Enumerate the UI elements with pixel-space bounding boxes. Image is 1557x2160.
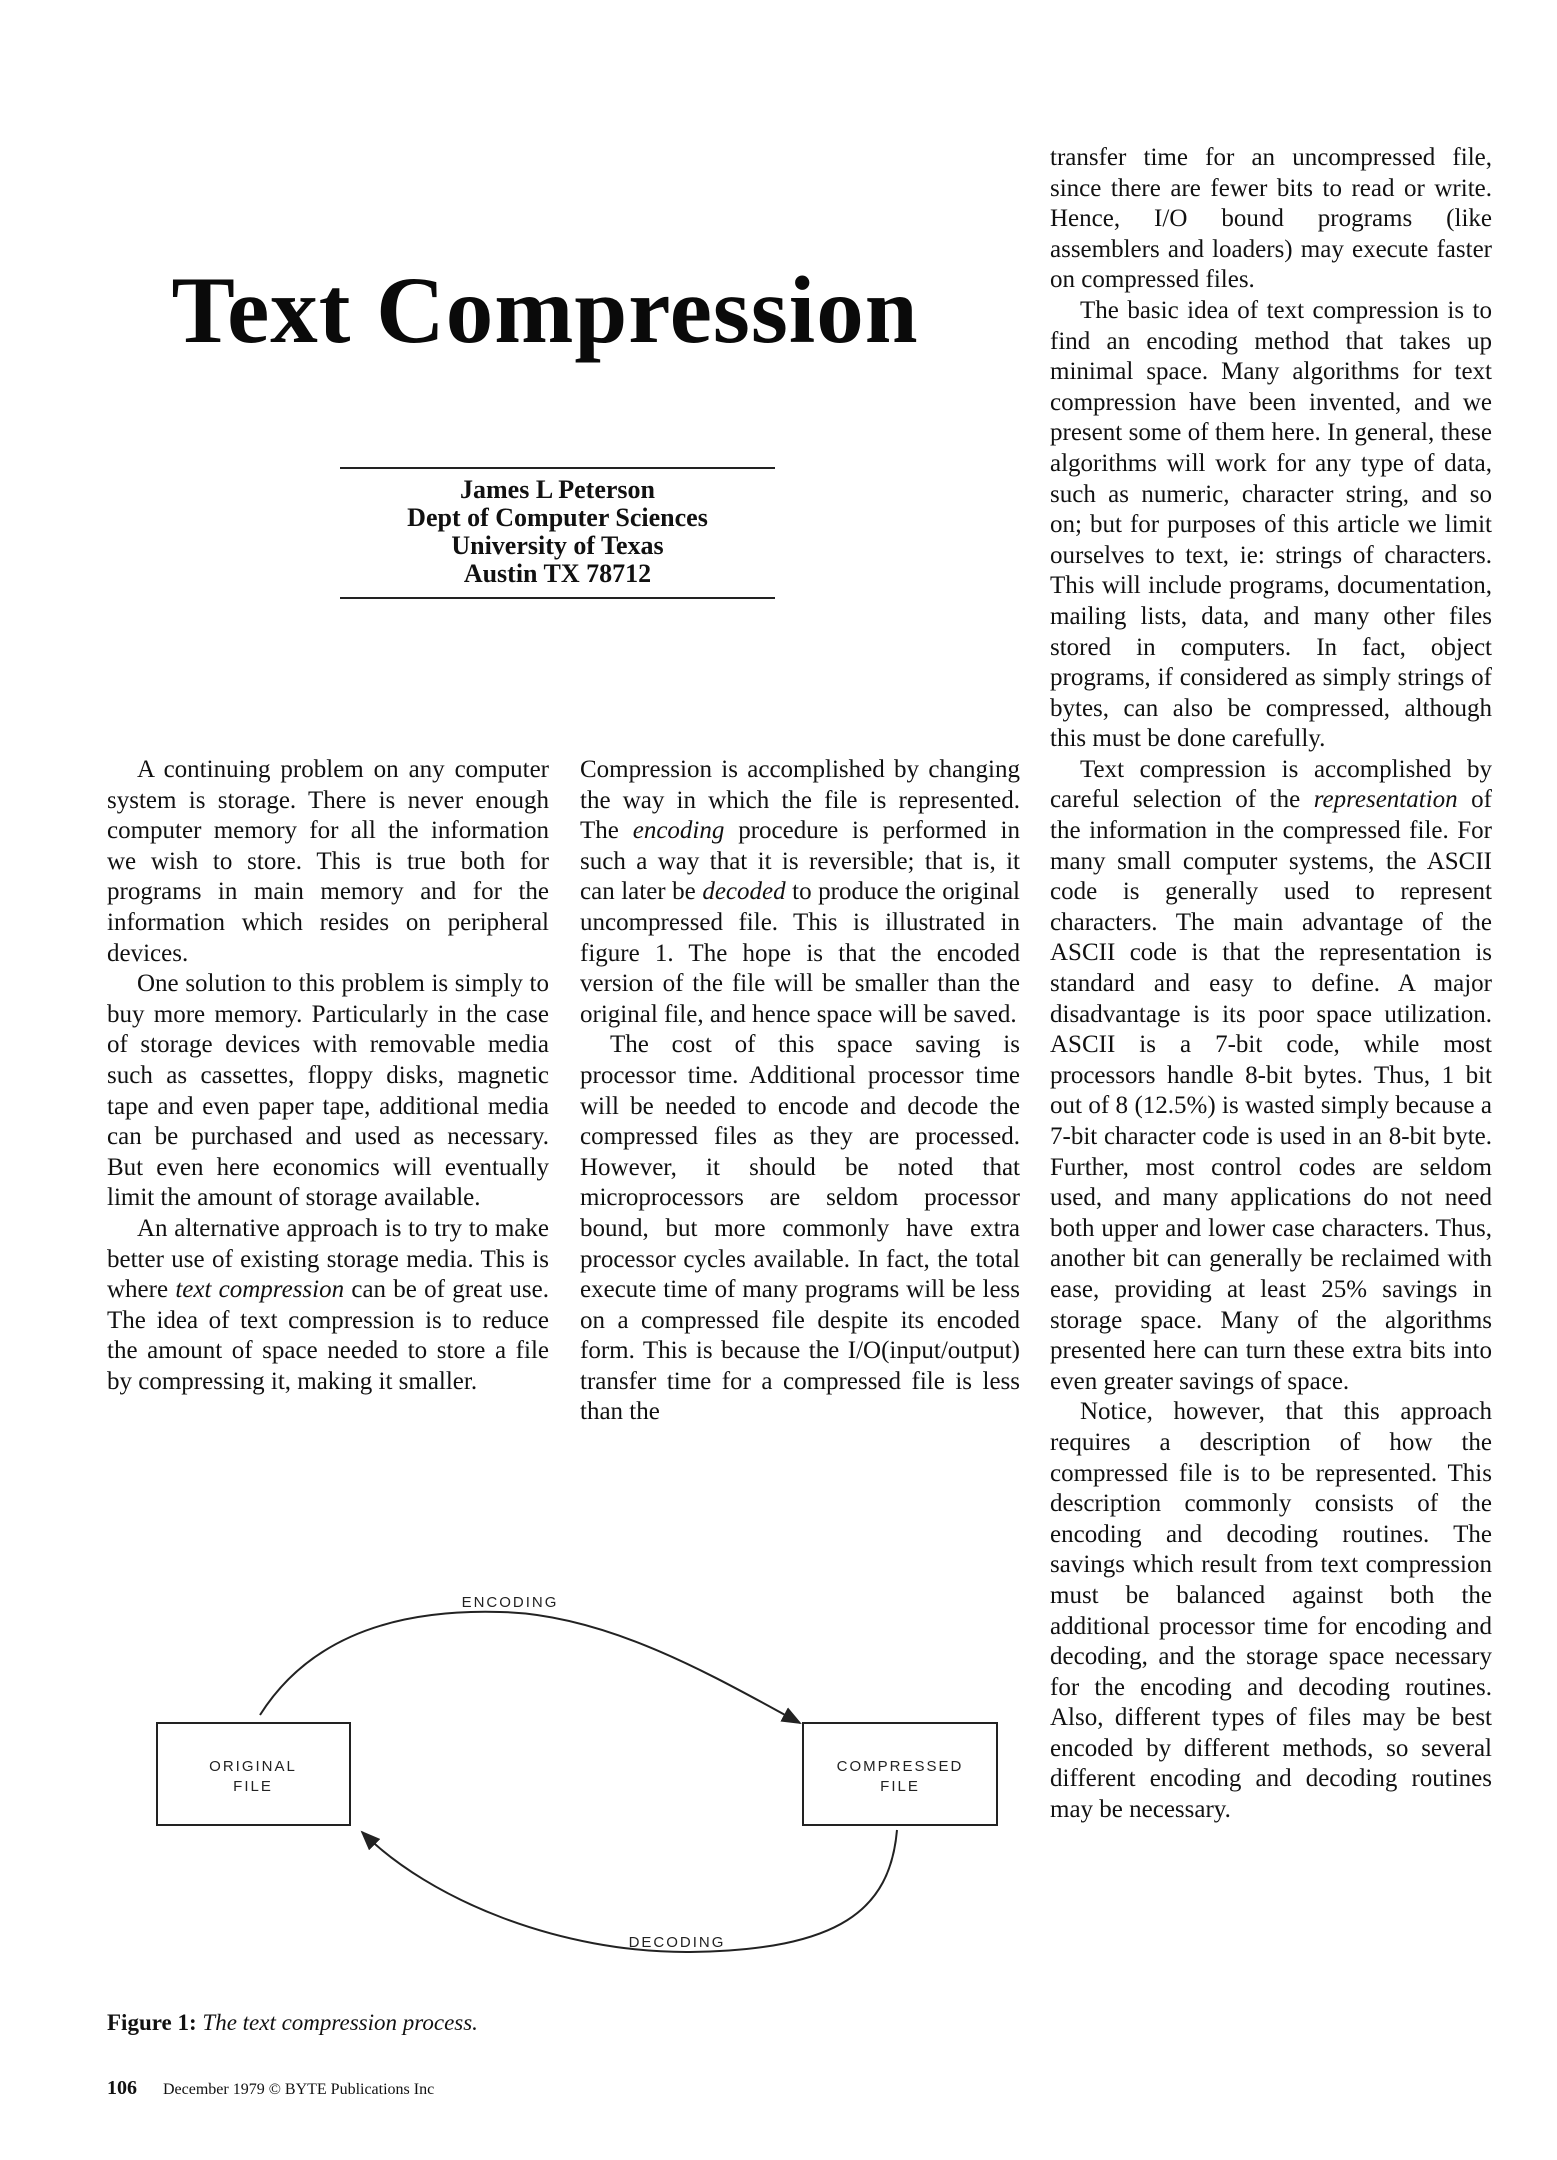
author-dept: Dept of Computer Sciences xyxy=(407,503,708,532)
figure-caption xyxy=(107,2010,807,2036)
column-1 xyxy=(107,755,549,1397)
page-footer xyxy=(107,2077,707,2100)
byline-top-rule xyxy=(340,467,775,469)
paragraph: One solution to this problem is simply to buy more memory. Particularly in the case of storage devices with removable media such as cassettes, floppy disks, magnetic tape and even paper tape, additional media can be purchased and used as necessary. But even here economics will eventually limit the amount of storage available. xyxy=(107,970,549,1212)
paragraph: Text compression is accomplished by careful selection of the representation of the information in the compressed file. For many small computer systems, the ASCII code is generally used to represent characters. The main advantage of the ASCII code is that the representation is standard and easy to define. A major disadvantage is its poor space utilization. ASCII is a 7-bit code, while most processors handle 8-bit bytes. Thus, 1 bit out of 8 (12.5%) is wasted simply because a 7-bit character code is used in an 8-bit byte. Further, most control codes are seldom used, and many applications do not need both upper and lower case characters. Thus, another bit can generally be reclaimed with ease, providing at least 25% savings in storage space. Many of the algorithms presented here can turn these extra bits into even greater savings of space. xyxy=(1050,755,1493,1395)
caption-label: Figure 1: xyxy=(107,2010,197,2035)
paragraph: Compression is accomplished by changing the way in which the file is represented. The encoding procedure is performed in such a way that it is reversible; that is, it can later be decoded to produce the original uncompressed file. This is illustrated in figure 1. The hope is that the encoded version of the file will be smaller than the original file, and hence space will be saved. xyxy=(580,756,1021,1028)
figure-diagram xyxy=(100,1580,1000,2000)
paragraph: An alternative approach is to try to make better use of existing storage media. This is where text compression can be of great use. The idea of text compression is to reduce the amount of space needed to store a file by compressing it, making it smaller. xyxy=(107,1214,549,1395)
article-title: Text Compression xyxy=(171,257,919,363)
page-number: 106 xyxy=(107,2077,137,2099)
caption-text: The text compression process. xyxy=(202,2010,478,2035)
decoding-label: DECODING xyxy=(628,1934,726,1951)
paragraph: The cost of this space saving is processor time. Additional processor time will be needed to encode and decode the compressed files as they are processed. However, it should be noted that microprocessors are seldom processor bound, but more commonly have extra processor cycles available. In fact, the total execute time of many programs will be less on a compressed file despite its encoded form. This is because the I/O(input/output) transfer time for a compressed file is less than the xyxy=(580,1031,1020,1426)
compressed-label-line2: FILE xyxy=(880,1778,920,1795)
original-label-line2: FILE xyxy=(233,1778,273,1795)
paragraph: The basic idea of text compression is to find an encoding method that takes up minimal space. Many algorithms for text compression have been invented, and we present some of them here. In general, these algorithms will work for any type of data, such as numeric, character string, and so on; but for purposes of this article we limit ourselves to text, ie: strings of characters. This will include programs, documentation, mailing lists, data, and many other files stored in computers. In fact, object programs, if considered as simply strings of bytes, can also be compressed, although this must be done carefully. xyxy=(1050,296,1492,753)
column-3 xyxy=(1050,143,1492,1826)
author-name: James L Peterson xyxy=(460,475,655,504)
paragraph: A continuing problem on any computer system is storage. There is never enough computer memory for all the information we wish to store. This is true both for programs in main memory and for the information which resides on peripheral devices. xyxy=(107,756,549,967)
author-university: University of Texas xyxy=(451,531,664,560)
encoding-label: ENCODING xyxy=(461,1594,559,1611)
encoding-arrow xyxy=(260,1612,800,1723)
author-address: Austin TX 78712 xyxy=(463,559,652,588)
byline-bottom-rule xyxy=(340,597,775,599)
byline xyxy=(340,476,775,588)
footer-credit: December 1979 © BYTE Publications Inc xyxy=(163,2081,435,2098)
compressed-label-line1: COMPRESSED xyxy=(836,1758,964,1775)
original-label-line1: ORIGINAL xyxy=(209,1758,297,1775)
column-2 xyxy=(580,755,1020,1428)
paragraph: transfer time for an uncompressed file, since there are fewer bits to read or write. Hence, I/O bound programs (like assemblers and loaders) may execute faster on compressed files. xyxy=(1050,144,1492,294)
paragraph: Notice, however, that this approach requires a description of how the compressed file is to be represented. This description commonly consists of the encoding and decoding routines. The savings which result from text compression must be balanced against both the additional processor time for encoding and decoding, and the storage space necessary for the encoding and decoding routines. Also, different types of files may be best encoded by different methods, so several different encoding and decoding routines may be necessary. xyxy=(1050,1398,1492,1824)
